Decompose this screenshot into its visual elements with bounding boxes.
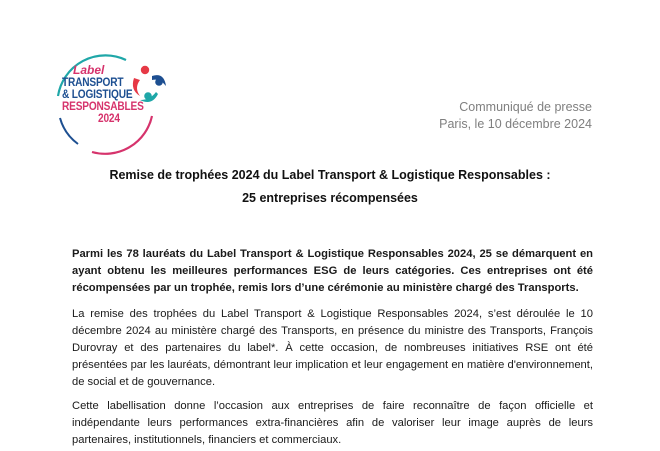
logo-line-logistique: & LOGISTIQUE [62, 89, 133, 101]
place-date: Paris, le 10 décembre 2024 [439, 117, 592, 131]
body-paragraph-3: Cette labellisation donne l’occasion aux entreprises de faire reconnaître de façon officielle et indépendante leurs performances extra-financières afin de valoriser leur image auprès de leurs partenaires, institutionnels, financiers et commerciaux. [72, 400, 593, 447]
logo-line-transport: TRANSPORT [62, 77, 124, 89]
label-logo [48, 52, 170, 158]
document-type: Communiqué de presse [459, 100, 592, 114]
logo-label-text: Label [73, 63, 105, 77]
body-paragraph-2: La remise des trophées du Label Transport & Logistique Responsables 2024, s’est déroulée le 10 décembre 2024 au ministère chargé des Transports, en présence du ministre des Transports, François Durovray et des partenaires du label*. À cette occasion, de nombreuses initiatives RSE ont été présentées par les lauréats, démontrant leur implication et leur engagement en matière d'environnement, de social et de gouvernance. [72, 308, 593, 389]
intro-paragraph: Parmi les 78 lauréats du Label Transport & Logistique Responsables 2024, 25 se démarquent en ayant obtenu les meilleures performances ESG de leurs catégories. Ces entreprises ont été récompensées par un trophée, remis lors d’une cérémonie au ministère chargé des Transports. [72, 248, 593, 295]
headline-line-1: Remise de trophées 2024 du Label Transport & Logistique Responsables : [109, 168, 551, 182]
press-release-meta [439, 99, 592, 133]
logo-line-responsables: RESPONSABLES [62, 101, 144, 113]
logo-year: 2024 [98, 113, 120, 125]
headline-line-2: 25 entreprises récompensées [242, 191, 418, 205]
